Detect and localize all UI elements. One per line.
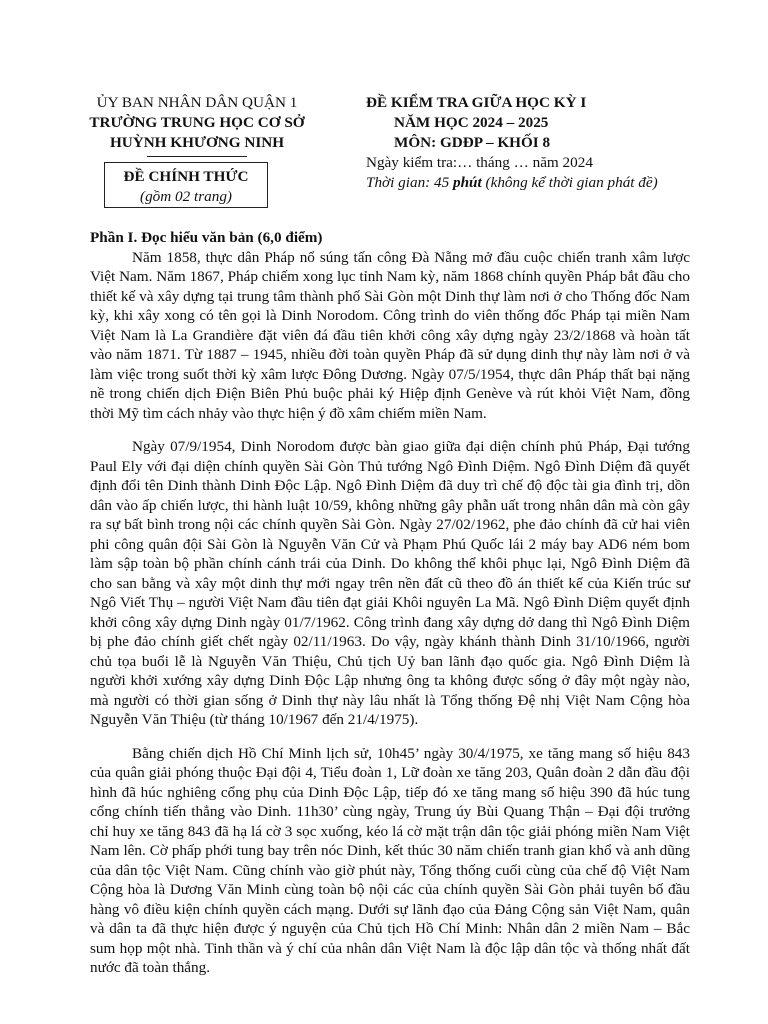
school-name: HUỲNH KHƯƠNG NINH xyxy=(109,134,285,151)
exam-title: ĐỀ KIỂM TRA GIỮA HỌC KỲ I xyxy=(366,94,587,111)
exam-date: Ngày kiểm tra:… tháng … năm 2024 xyxy=(366,154,593,171)
subject-grade: MÔN: GDĐP – KHỐI 8 xyxy=(394,134,551,151)
exam-duration xyxy=(366,173,696,193)
official-exam-box xyxy=(104,162,268,208)
duration-unit: phút xyxy=(453,174,482,191)
exam-header xyxy=(366,93,696,193)
duration-note: (không kể thời gian phát đề) xyxy=(481,174,658,191)
paragraph-2: Ngày 07/9/1954, Dinh Norodom được bàn giao giữa đại diện chính phủ Pháp, Đại tướng Paul Ely với đại diện chính quyền Sài Gòn Thủ tướng Ngô Đình Diệm. Ngô Đình Diệm đã quyết định đổi tên Dinh thành Dinh Độc Lập. Ngô Đình Diệm đã duy trì chế độ độc tài gia đình trị, dồn dân vào ấp chiến lược, thi hành luật 10/59, không những gây phẫn uất trong nhân dân mà còn gây ra sự bất bình trong nội các chính quyền Sài Gòn. Ngày 27/02/1962, phe đảo chính đã cử hai viên phi công quân đội Sài Gòn là Nguyễn Văn Cử và Phạm Phú Quốc lái 2 máy bay AD6 ném bom làm sập toàn bộ phần chính cánh trái của Dinh. Do không thể khôi phục lại, Ngô Đình Diệm đã cho san bằng và xây một dinh thự mới ngay trên nền đất cũ theo đồ án thiết kế của Kiến trúc sư Ngô Viết Thụ – người Việt Nam đầu tiên đạt giải Khôi nguyên La Mã. Ngô Đình Diệm quyết định khởi công xây dựng Dinh ngày 01/7/1962. Công trình đang xây dựng dở dang thì Ngô Đình Diệm bị phe đảo chính giết chết ngày 02/11/1963. Do vậy, ngày khánh thành Dinh 31/10/1966, người chủ tọa buổi lễ là Nguyễn Văn Thiệu, Chủ tịch Uỷ ban lãnh đạo quốc gia. Ngô Đình Diệm là người khởi xướng xây dựng Dinh Độc Lập nhưng ông ta không được sống ở đây một ngày nào, mà người có thời gian sống ở Dinh thự này lâu nhất là Tổng thống Đệ nhị Việt Nam Cộng hòa Nguyễn Văn Thiệu (từ tháng 10/1967 đến 21/4/1975). xyxy=(90,438,690,728)
school-type: TRƯỜNG TRUNG HỌC CƠ SỞ xyxy=(89,114,305,131)
duration-prefix: Thời gian: 45 xyxy=(366,174,454,191)
page-count: (gồm 02 trang) xyxy=(140,188,232,205)
official-label: ĐỀ CHÍNH THỨC xyxy=(123,168,249,185)
header-underline xyxy=(147,156,247,157)
school-year: NĂM HỌC 2024 – 2025 xyxy=(394,114,549,131)
section-title: Phần I. Đọc hiểu văn bản (6,0 điểm) xyxy=(90,229,323,246)
paragraph-3: Bằng chiến dịch Hồ Chí Minh lịch sử, 10h45’ ngày 30/4/1975, xe tăng mang số hiệu 843 của quân giải phóng thuộc Đại đội 4, Tiểu đoàn 1, Lữ đoàn xe tăng 203, Quân đoàn 2 dẫn đầu đội hình đã húc nghiêng cổng phụ của Dinh Độc Lập, tiếp đó xe tăng mang số hiệu 390 đã húc tung cổng chính tiến thẳng vào Dinh. 11h30’ cùng ngày, Trung úy Bùi Quang Thận – Đại đội trưởng chỉ huy xe tăng 843 đã hạ lá cờ 3 sọc xuống, kéo lá cờ mặt trận dân tộc giải phóng miền Nam Việt Nam lên. Cờ phấp phới tung bay trên nóc Dinh, kết thúc 30 năm chiến tranh gian khổ và anh dũng của dân tộc Việt Nam. Cũng chính vào giờ phút này, Tổng thống cuối cùng của chế độ Việt Nam Cộng hòa là Dương Văn Minh cùng toàn bộ nội các của chính quyền Sài Gòn phải tuyên bố đầu hàng vô điều kiện chính quyền cách mạng. Dưới sự lãnh đạo của Đảng Cộng sản Việt Nam, quân và dân ta đã thực hiện được ý nguyện của Chủ tịch Hồ Chí Minh: Nhân dân 2 miền Nam – Bắc sum họp một nhà. Tinh thần và ý chí của nhân dân Việt Nam là độc lập dân tộc và thống nhất đất nước đã toàn thắng. xyxy=(90,744,690,976)
paragraph-1: Năm 1858, thực dân Pháp nổ súng tấn công Đà Nẵng mở đầu cuộc chiến tranh xâm lược Việt Nam. Năm 1867, Pháp chiếm xong lục tỉnh Nam kỳ, năm 1868 chính quyền Pháp bắt đầu cho thiết kế và xây dựng tại trung tâm thành phố Sài Gòn một Dinh thự làm nơi ở cho Thống đốc Nam kỳ, khi xây xong có tên gọi là Dinh Norodom. Công trình do viên thống đốc Pháp tại miền Nam Việt Nam là La Grandière đặt viên đá đầu tiên khởi công xây dựng ngày 23/2/1868 và hoàn tất vào năm 1871. Từ 1887 – 1945, nhiều đời toàn quyền Pháp đã sử dụng dinh thự này làm nơi ở và làm việc trong suốt thời kỳ xâm lược Đông Dương. Ngày 07/5/1954, thực dân Pháp thất bại nặng nề trong chiến dịch Điện Biên Phủ buộc phải ký Hiệp định Genève và rút khỏi Việt Nam, đồng thời Mỹ tìm cách nhảy vào thực hiện ý đồ xâm chiếm miền Nam. xyxy=(90,248,690,422)
reading-section xyxy=(90,228,690,992)
school-header xyxy=(82,93,312,157)
district-committee: ỦY BAN NHÂN DÂN QUẬN 1 xyxy=(96,94,298,111)
